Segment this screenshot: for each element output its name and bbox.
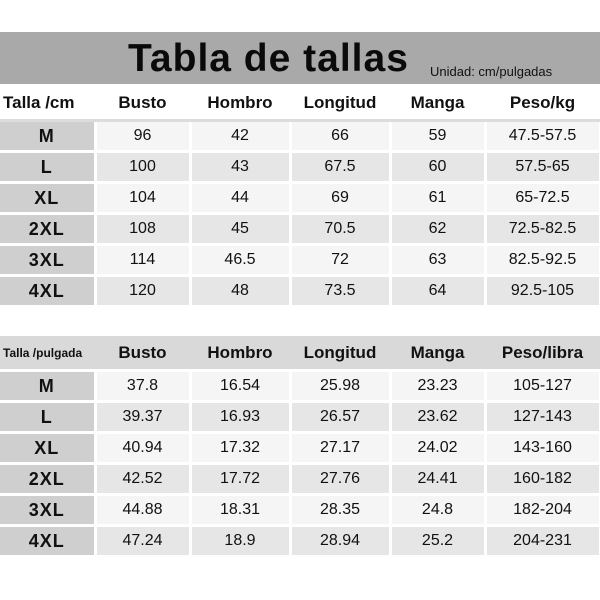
- weight-cell: 204-231: [485, 526, 600, 557]
- length-cell: 28.35: [290, 495, 390, 526]
- table-row: [0, 495, 600, 526]
- sleeve-cell: 24.8: [390, 495, 485, 526]
- length-cell: 66: [290, 121, 390, 152]
- size-cell: XL: [0, 183, 95, 214]
- sleeve-cell: 25.2: [390, 526, 485, 557]
- sleeve-cell: 64: [390, 276, 485, 307]
- table-row: [0, 183, 600, 214]
- table-row: [0, 276, 600, 307]
- length-cell: 67.5: [290, 152, 390, 183]
- header-size-inch: Talla /pulgada: [0, 336, 95, 371]
- header-sleeve: Manga: [390, 86, 485, 121]
- bust-cell: 104: [95, 183, 190, 214]
- sleeve-cell: 59: [390, 121, 485, 152]
- sleeve-cell: 60: [390, 152, 485, 183]
- weight-cell: 72.5-82.5: [485, 214, 600, 245]
- unit-note: Unidad: cm/pulgadas: [430, 64, 553, 79]
- table-row: [0, 371, 600, 402]
- table-row: [0, 121, 600, 152]
- weight-cell: 143-160: [485, 433, 600, 464]
- header-shoulder: Hombro: [190, 86, 290, 121]
- weight-cell: 65-72.5: [485, 183, 600, 214]
- weight-cell: 182-204: [485, 495, 600, 526]
- bust-cell: 120: [95, 276, 190, 307]
- sleeve-cell: 23.62: [390, 402, 485, 433]
- shoulder-cell: 43: [190, 152, 290, 183]
- bust-cell: 47.24: [95, 526, 190, 557]
- table-row: [0, 402, 600, 433]
- length-cell: 27.76: [290, 464, 390, 495]
- table-header-row: [0, 336, 600, 371]
- shoulder-cell: 44: [190, 183, 290, 214]
- weight-cell: 160-182: [485, 464, 600, 495]
- header-shoulder: Hombro: [190, 336, 290, 371]
- sleeve-cell: 62: [390, 214, 485, 245]
- length-cell: 73.5: [290, 276, 390, 307]
- header-length: Longitud: [290, 86, 390, 121]
- weight-cell: 47.5-57.5: [485, 121, 600, 152]
- length-cell: 26.57: [290, 402, 390, 433]
- shoulder-cell: 42: [190, 121, 290, 152]
- table-row: [0, 152, 600, 183]
- header-weight-lb: Peso/libra: [485, 336, 600, 371]
- shoulder-cell: 16.93: [190, 402, 290, 433]
- table-row: [0, 433, 600, 464]
- sleeve-cell: 23.23: [390, 371, 485, 402]
- bust-cell: 108: [95, 214, 190, 245]
- size-cell: 2XL: [0, 464, 95, 495]
- weight-cell: 127-143: [485, 402, 600, 433]
- length-cell: 27.17: [290, 433, 390, 464]
- header-weight-kg: Peso/kg: [485, 86, 600, 121]
- table-row: [0, 464, 600, 495]
- length-cell: 72: [290, 245, 390, 276]
- size-table-cm: [0, 86, 600, 308]
- sleeve-cell: 63: [390, 245, 485, 276]
- shoulder-cell: 16.54: [190, 371, 290, 402]
- weight-cell: 57.5-65: [485, 152, 600, 183]
- size-table-inch: [0, 336, 600, 558]
- bust-cell: 44.88: [95, 495, 190, 526]
- header-sleeve: Manga: [390, 336, 485, 371]
- page-title: Tabla de tallas: [128, 37, 409, 80]
- weight-cell: 105-127: [485, 371, 600, 402]
- shoulder-cell: 45: [190, 214, 290, 245]
- size-cell: L: [0, 402, 95, 433]
- sleeve-cell: 24.02: [390, 433, 485, 464]
- weight-cell: 92.5-105: [485, 276, 600, 307]
- weight-cell: 82.5-92.5: [485, 245, 600, 276]
- sleeve-cell: 61: [390, 183, 485, 214]
- shoulder-cell: 18.31: [190, 495, 290, 526]
- header-size-cm: Talla /cm: [0, 86, 95, 121]
- shoulder-cell: 48: [190, 276, 290, 307]
- table-row: [0, 526, 600, 557]
- size-cell: 2XL: [0, 214, 95, 245]
- length-cell: 69: [290, 183, 390, 214]
- shoulder-cell: 18.9: [190, 526, 290, 557]
- size-cell: XL: [0, 433, 95, 464]
- table-row: [0, 214, 600, 245]
- size-cell: M: [0, 371, 95, 402]
- length-cell: 70.5: [290, 214, 390, 245]
- bust-cell: 42.52: [95, 464, 190, 495]
- bust-cell: 39.37: [95, 402, 190, 433]
- header-length: Longitud: [290, 336, 390, 371]
- length-cell: 25.98: [290, 371, 390, 402]
- size-cell: 3XL: [0, 245, 95, 276]
- sleeve-cell: 24.41: [390, 464, 485, 495]
- bust-cell: 96: [95, 121, 190, 152]
- size-cell: 4XL: [0, 526, 95, 557]
- bust-cell: 114: [95, 245, 190, 276]
- header-bust: Busto: [95, 336, 190, 371]
- bust-cell: 37.8: [95, 371, 190, 402]
- bust-cell: 40.94: [95, 433, 190, 464]
- size-cell: 3XL: [0, 495, 95, 526]
- header-bust: Busto: [95, 86, 190, 121]
- bust-cell: 100: [95, 152, 190, 183]
- shoulder-cell: 46.5: [190, 245, 290, 276]
- table-row: [0, 245, 600, 276]
- size-cell: L: [0, 152, 95, 183]
- table-header-row: [0, 86, 600, 121]
- length-cell: 28.94: [290, 526, 390, 557]
- size-cell: M: [0, 121, 95, 152]
- shoulder-cell: 17.72: [190, 464, 290, 495]
- size-cell: 4XL: [0, 276, 95, 307]
- shoulder-cell: 17.32: [190, 433, 290, 464]
